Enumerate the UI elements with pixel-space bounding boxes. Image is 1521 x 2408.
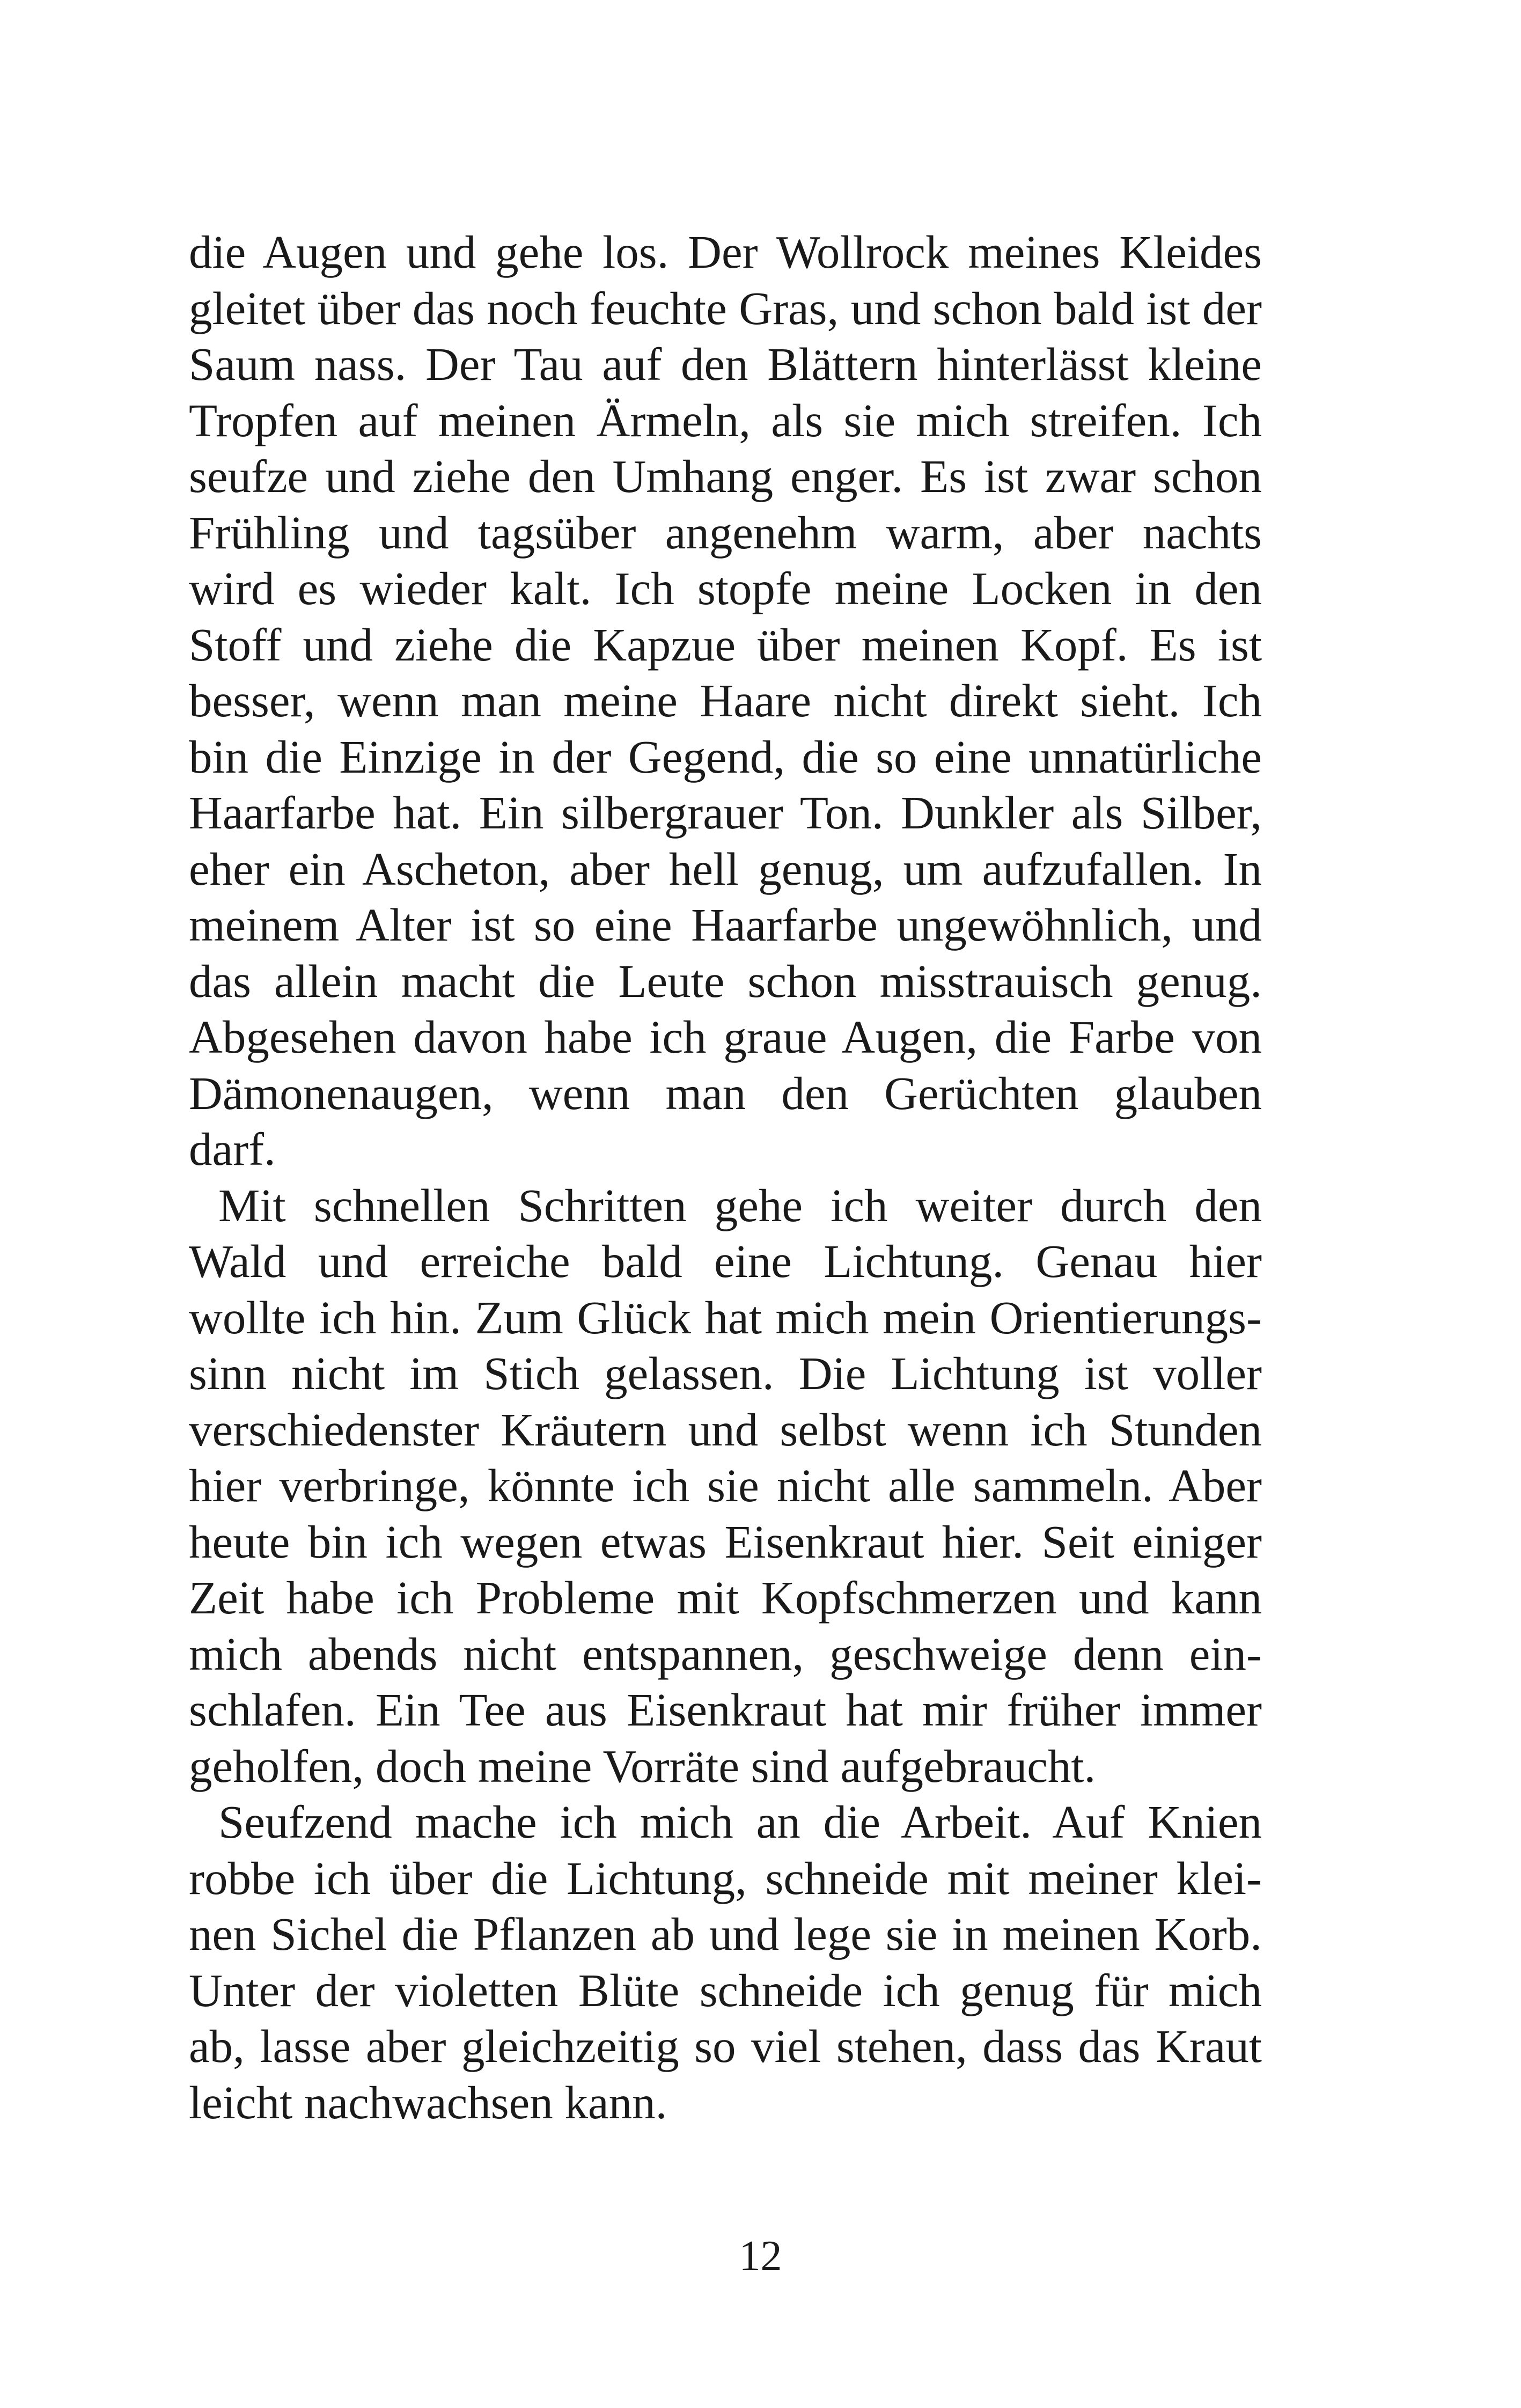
body-text: [189, 224, 1262, 2131]
text-line: gleitet über das noch feuchte Gras, und schon bald ist der: [189, 282, 1262, 334]
text-line: Frühling und tagsüber angenehm warm, aber nachts: [189, 506, 1262, 559]
text-line: Saum nass. Der Tau auf den Blättern hinterlässt kleine: [189, 338, 1262, 390]
text-line: verschiedenster Kräutern und selbst wenn ich Stunden: [189, 1403, 1262, 1456]
page-number: 12: [739, 2233, 782, 2280]
paragraph-3: [189, 1794, 1262, 2131]
text-line: seufze und ziehe den Umhang enger. Es ist zwar schon: [189, 450, 1262, 502]
text-line: hier verbringe, könnte ich sie nicht alle sammeln. Aber: [189, 1459, 1262, 1511]
text-line: Abgesehen davon habe ich graue Augen, die Farbe von: [189, 1011, 1262, 1063]
text-line: Stoff und ziehe die Kapzue über meinen Kopf. Es ist: [189, 618, 1262, 671]
text-line: Tropfen auf meinen Ärmeln, als sie mich streifen. Ich: [189, 394, 1262, 446]
text-line: die Augen und gehe los. Der Wollrock meines Kleides: [189, 226, 1262, 278]
text-line: geholfen, doch meine Vorräte sind aufgebraucht.: [189, 1739, 1096, 1792]
text-line: Zeit habe ich Probleme mit Kopfschmerzen und kann: [189, 1572, 1262, 1624]
text-line: Haarfarbe hat. Ein silbergrauer Ton. Dunkler als Silber,: [189, 787, 1262, 839]
text-line: eher ein Ascheton, aber hell genug, um aufzufallen. In: [189, 842, 1262, 895]
text-line: Mit schnellen Schritten gehe ich weiter durch den: [218, 1179, 1262, 1231]
paragraph-1: [189, 224, 1262, 1178]
text-line: heute bin ich wegen etwas Eisenkraut hier. Seit einiger: [189, 1515, 1262, 1568]
text-line: schlafen. Ein Tee aus Eisenkraut hat mir früher immer: [189, 1684, 1262, 1736]
text-line: Wald und erreiche bald eine Lichtung. Genau hier: [189, 1235, 1262, 1287]
text-line: leicht nachwachsen kann.: [189, 2076, 667, 2128]
text-line: ab, lasse aber gleichzeitig so viel stehen, dass das Kraut: [189, 2020, 1262, 2072]
text-line: wollte ich hin. Zum Glück hat mich mein Orientierungs-: [189, 1291, 1262, 1344]
text-line: besser, wenn man meine Haare nicht direkt sieht. Ich: [189, 674, 1262, 726]
text-line: darf.: [189, 1123, 276, 1175]
text-line: nen Sichel die Pflanzen ab und lege sie in meinen Korb.: [189, 1908, 1262, 1960]
text-line: bin die Einzige in der Gegend, die so eine unnatürliche: [189, 730, 1262, 783]
text-line: sinn nicht im Stich gelassen. Die Lichtung ist voller: [189, 1347, 1262, 1399]
text-line: meinem Alter ist so eine Haarfarbe ungewöhnlich, und: [189, 899, 1262, 951]
text-line: Dämonenaugen, wenn man den Gerüchten glauben: [189, 1067, 1262, 1119]
text-line: wird es wieder kalt. Ich stopfe meine Locken in den: [189, 562, 1262, 614]
text-line: Unter der violetten Blüte schneide ich genug für mich: [189, 1964, 1262, 2016]
text-line: das allein macht die Leute schon misstrauisch genug.: [189, 955, 1262, 1007]
text-line: robbe ich über die Lichtung, schneide mit meiner klei-: [189, 1852, 1262, 1904]
text-line: Seufzend mache ich mich an die Arbeit. Auf Knien: [218, 1796, 1262, 1848]
text-line: mich abends nicht entspannen, geschweige denn ein-: [189, 1627, 1262, 1680]
paragraph-2: [189, 1178, 1262, 1795]
